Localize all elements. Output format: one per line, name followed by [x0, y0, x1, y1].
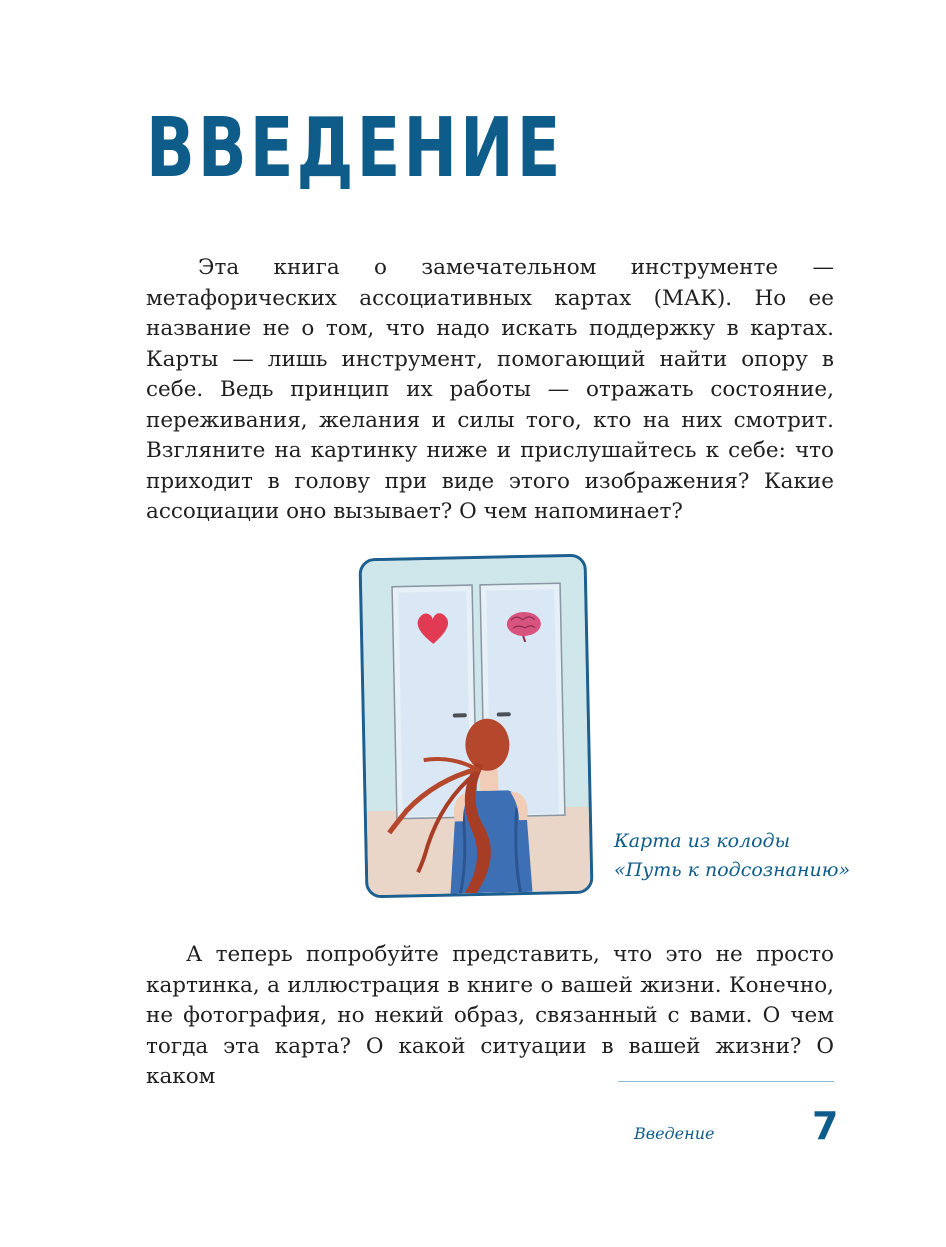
footer-rule — [618, 1081, 834, 1082]
figure-caption — [614, 827, 851, 885]
page-number: 7 — [812, 1104, 839, 1148]
second-paragraph: А теперь попробуйте представить, что это не просто картинка, а иллюстрация в книге о вашей жизни. Конечно, не фотография, но некий образ, связанный с вами. О чем тогда эта карта? О какой ситуации в вашей жизни? О каком — [146, 942, 834, 1089]
card-illustration — [362, 557, 591, 896]
illustration-card — [358, 554, 593, 899]
running-title: Введение — [634, 1124, 715, 1143]
caption-line-2: «Путь к подсознанию» — [614, 859, 851, 881]
page-title: ВВЕДЕНИЕ — [146, 101, 564, 196]
intro-paragraph: Эта книга о замечательном инструменте — метафорических ассоциативных картах (МАК). Но ее название не о том, что надо искать поддержку в картах. Карты — лишь инструмент, помогающий найти опору в себе. Ведь принцип их работы — отражать состояние, переживания, желания и силы того, кто на них смотрит. Взгляните на картинку ниже и прислушайтесь к себе: что приходит в голову при виде этого изображения? Какие ассоциации оно вызывает? О чем напоминает? — [146, 255, 834, 524]
caption-line-1: Карта из колоды — [614, 830, 791, 852]
